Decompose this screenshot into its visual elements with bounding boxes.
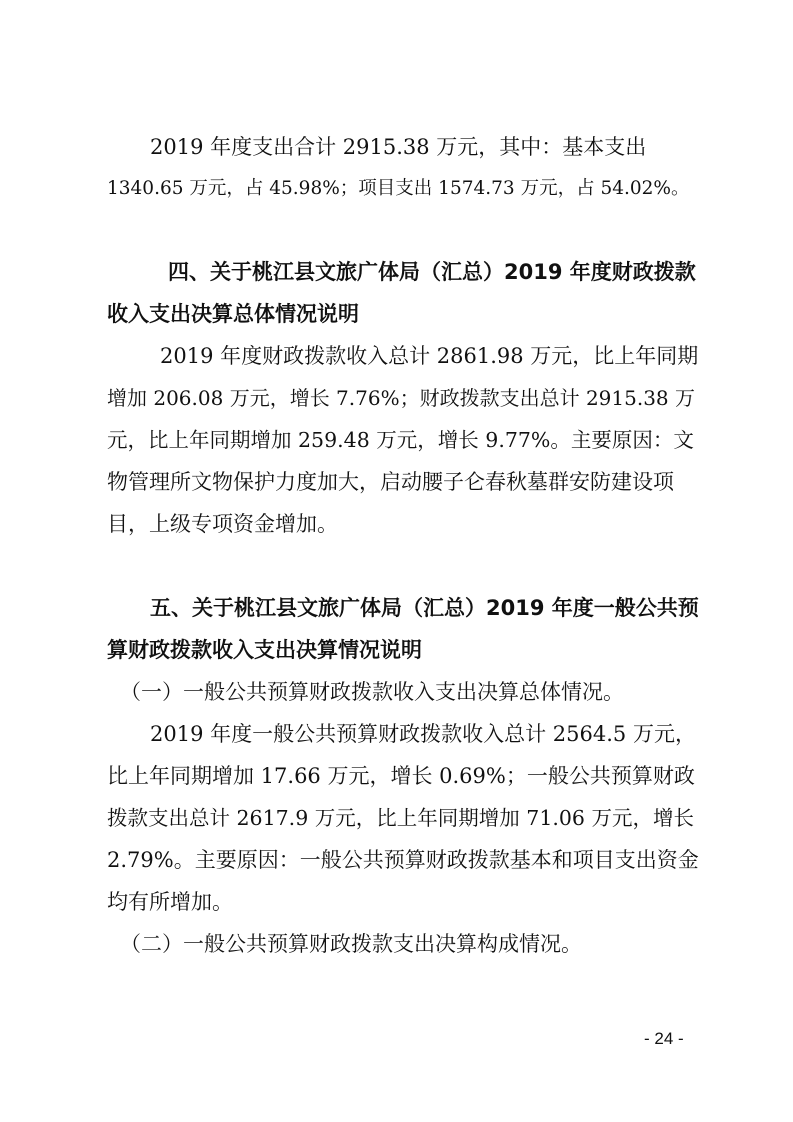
text-line: 拨款支出总计 2617.9 万元，比上年同期增加 71.06 万元，增长 — [107, 806, 694, 830]
page-number: - 24 - — [644, 1029, 684, 1048]
text-line: 1340.65 万元，占 45.98%；项目支出 1574.73 万元，占 54.02%。 — [107, 178, 690, 199]
text-line: 元，比上年同期增加 259.48 万元，增长 9.77%。主要原因：文 — [107, 428, 694, 452]
text-line: 2019 年度支出合计 2915.38 万元，其中：基本支出 — [150, 135, 647, 159]
text-line: 2019 年度财政拨款收入总计 2861.98 万元，比上年同期 — [160, 344, 699, 368]
heading-line: 四、关于桃江县文旅广体局（汇总）2019 年度财政拨款 — [168, 260, 696, 284]
text-line: 比上年同期增加 17.66 万元，增长 0.69%；一般公共预算财政 — [107, 764, 695, 788]
heading-line: 五、关于桃江县文旅广体局（汇总）2019 年度一般公共预 — [150, 596, 699, 620]
text-line: 2.79%。主要原因：一般公共预算财政拨款基本和项目支出资金 — [107, 848, 699, 872]
heading-line: 收入支出决算总体情况说明 — [107, 302, 359, 326]
text-line: 均有所增加。 — [107, 890, 233, 914]
text-line: 增加 206.08 万元，增长 7.76%；财政拨款支出总计 2915.38 万 — [107, 386, 696, 410]
text-line: 目，上级专项资金增加。 — [107, 512, 338, 536]
text-line: 物管理所文物保护力度加大，启动腰子仑春秋墓群安防建设项 — [107, 470, 674, 494]
subsection-heading-1: （一）一般公共预算财政拨款收入支出决算总体情况。 — [120, 680, 624, 704]
heading-line: 算财政拨款收入支出决算情况说明 — [107, 638, 422, 662]
subsection-heading-2: （二）一般公共预算财政拨款支出决算构成情况。 — [120, 932, 582, 956]
text-line: 2019 年度一般公共预算财政拨款收入总计 2564.5 万元， — [150, 722, 696, 746]
